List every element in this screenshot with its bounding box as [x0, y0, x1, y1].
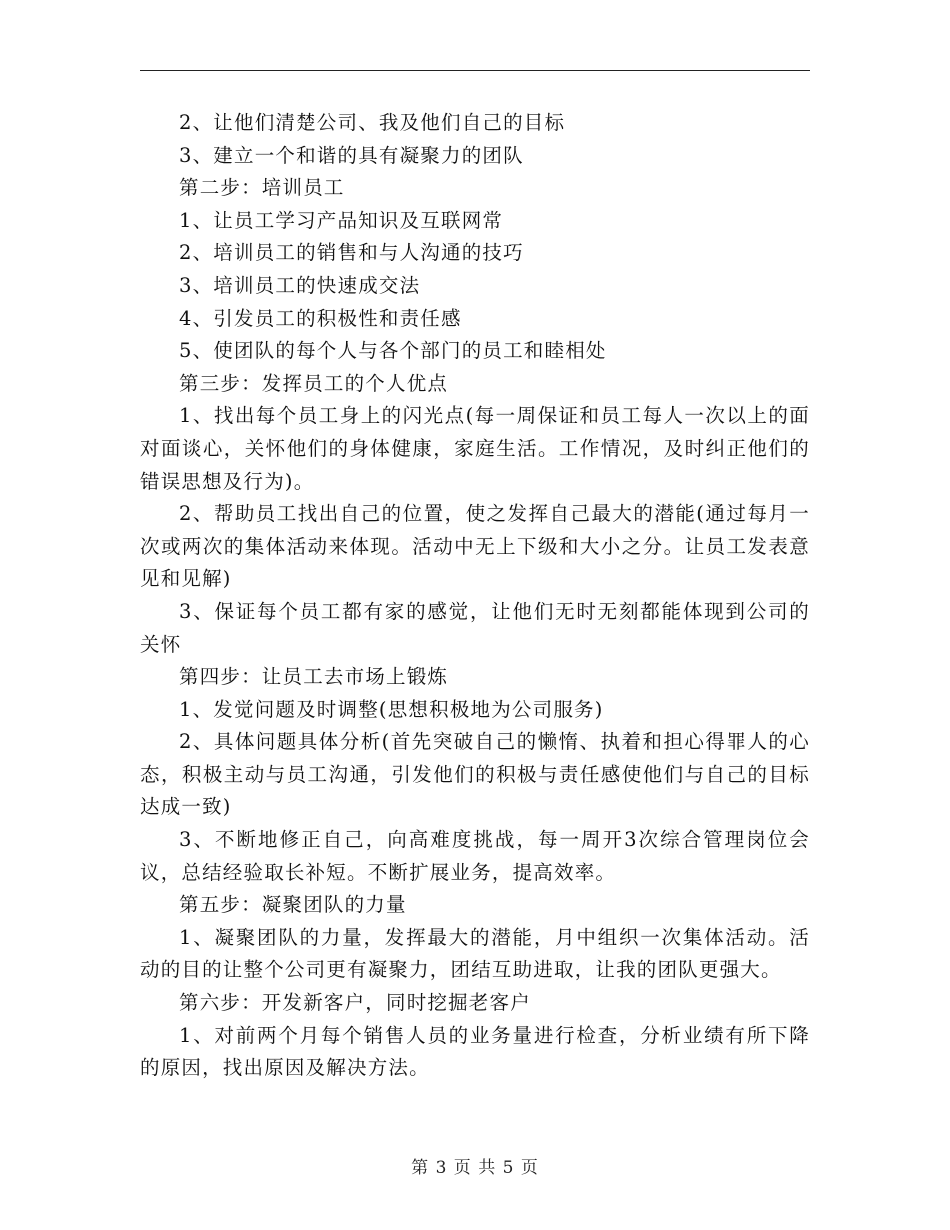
paragraph: 3、不断地修正自己，向高难度挑战，每一周开3次综合管理岗位会议，总结经验取长补短。不断扩展业务，提高效率。 — [140, 828, 810, 884]
paragraph: 2、帮助员工找出自己的位置，使之发挥自己最大的潜能(通过每月一次或两次的集体活动来体现。活动中无上下级和大小之分。让员工发表意见和见解) — [140, 502, 810, 591]
document-body — [140, 107, 810, 1085]
paragraph: 5、使团队的每个人与各个部门的员工和睦相处 — [179, 339, 607, 363]
section-heading: 第二步：培训员工 — [179, 176, 345, 200]
paragraph: 1、让员工学习产品知识及互联网常 — [179, 208, 504, 232]
paragraph: 3、保证每个员工都有家的感觉，让他们无时无刻都能体现到公司的关怀 — [140, 599, 810, 656]
paragraph: 1、找出每个员工身上的闪光点(每一周保证和员工每人一次以上的面对面谈心，关怀他们的身体健康，家庭生活。工作情况，及时纠正他们的错误思想及行为)。 — [140, 404, 810, 493]
section-heading: 第三步：发挥员工的个人优点 — [179, 371, 449, 395]
paragraph: 1、凝聚团队的力量，发挥最大的潜能，月中组织一次集体活动。活动的目的让整个公司更有凝聚力，团结互助进取，让我的团队更强大。 — [140, 925, 810, 982]
paragraph: 4、引发员工的积极性和责任感 — [179, 306, 462, 330]
paragraph: 2、培训员工的销售和与人沟通的技巧 — [179, 241, 524, 265]
paragraph: 1、对前两个月每个销售人员的业务量进行检查，分析业绩有所下降的原因，找出原因及解决方法。 — [140, 1023, 810, 1080]
page-footer: 第 3 页 共 5 页 — [411, 1158, 539, 1178]
section-heading: 第四步：让员工去市场上锻炼 — [179, 665, 449, 689]
header-rule — [140, 70, 810, 71]
paragraph: 1、发觉问题及时调整(思想积极地为公司服务) — [179, 697, 604, 721]
paragraph: 2、让他们清楚公司、我及他们自己的目标 — [179, 111, 566, 134]
paragraph: 3、培训员工的快速成交法 — [179, 273, 421, 297]
paragraph: 2、具体问题具体分析(首先突破自己的懒惰、执着和担心得罪人的心态，积极主动与员工沟通，引发他们的积极与责任感使他们与自己的目标达成一致) — [140, 730, 810, 819]
section-heading: 第五步：凝聚团队的力量 — [179, 893, 407, 917]
section-heading: 第六步：开发新客户，同时挖掘老客户 — [179, 991, 531, 1015]
paragraph: 3、建立一个和谐的具有凝聚力的团队 — [179, 143, 524, 167]
